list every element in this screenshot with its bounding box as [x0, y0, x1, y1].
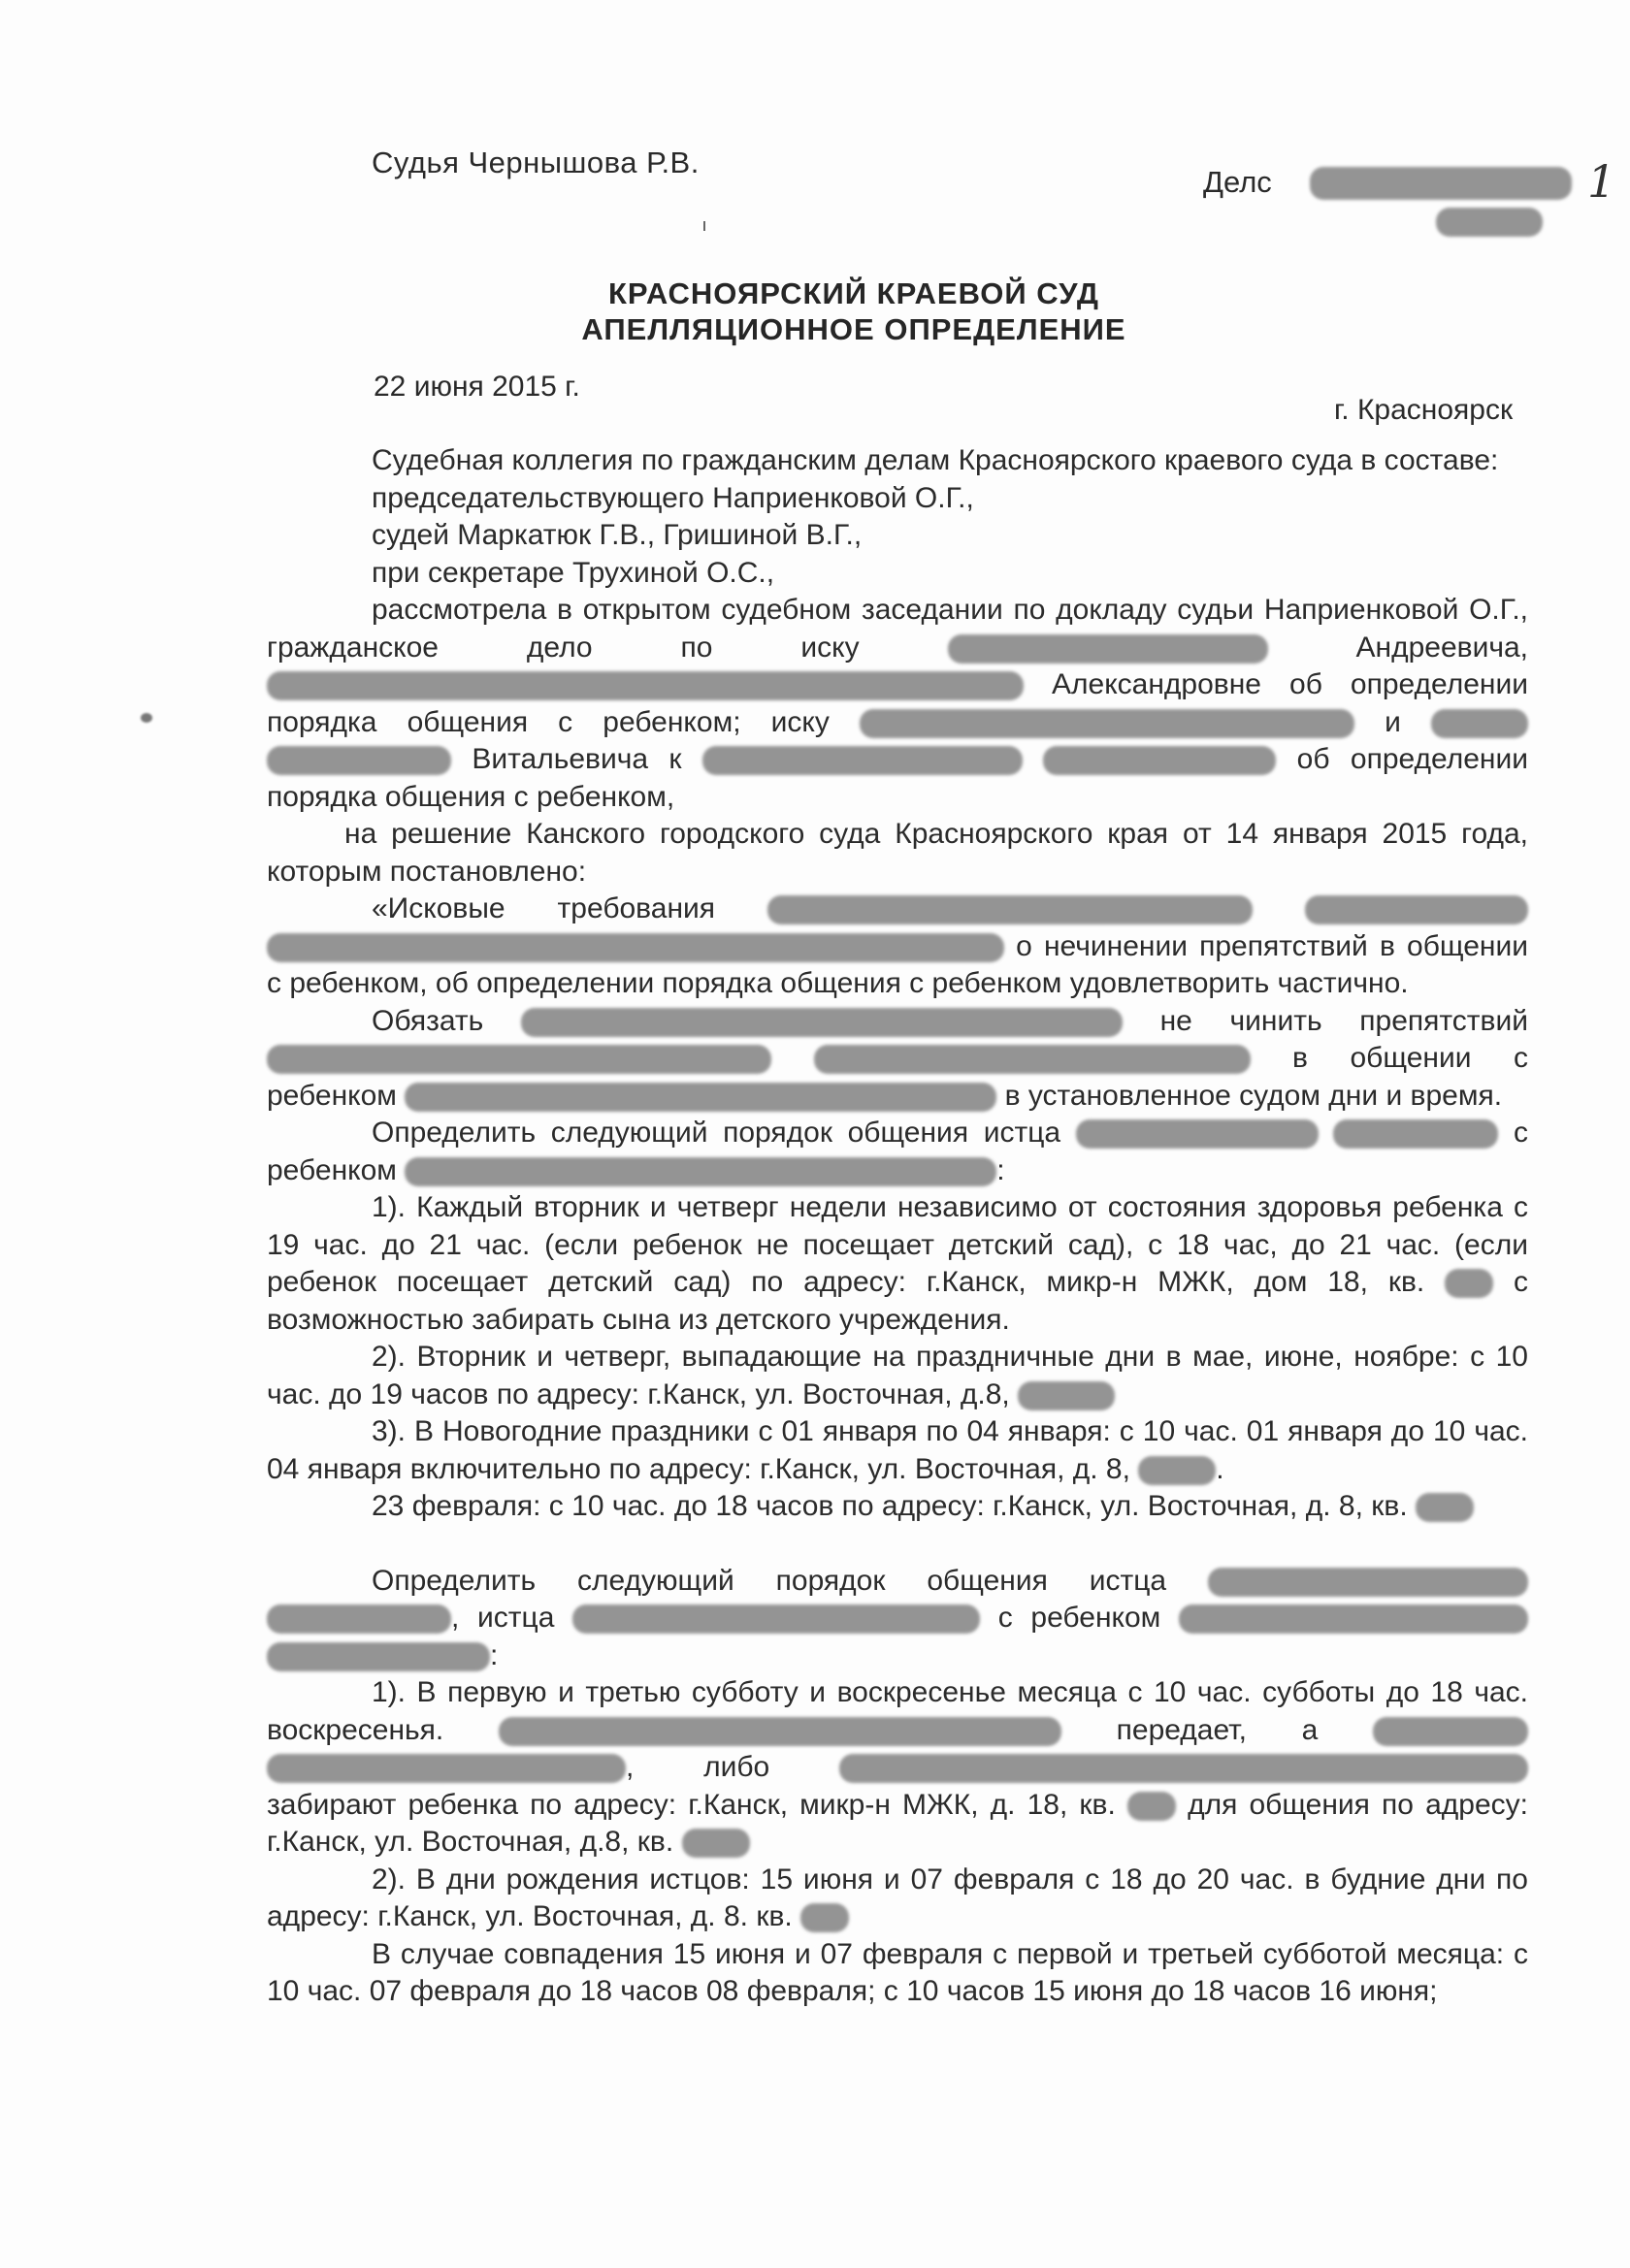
redacted-apartment	[682, 1829, 750, 1858]
redacted-name	[267, 1642, 490, 1671]
paragraph-coincidence: В случае совпадения 15 июня и 07 февраля с первой и третьей субботой месяца: с 10 час. 07 февраля до 18 часов 08 февраля; с 10 часов 15 июня до 18 часов 16 июня;	[267, 1937, 1528, 2007]
paragraph-appeal: на решение Канского городского суда Красноярского края от 14 января 2015 года, которым постановлено:	[267, 818, 1528, 888]
paragraph-judges: судей Маркатюк Г.В., Гришиной В.Г.,	[372, 519, 863, 551]
paragraph-item-2: 2). Вторник и четверг, выпадающие на праздничные дни в мае, июне, ноябре: с 10 час. до 19 часов по адресу: г.Канск, ул. Восточная, д.8,	[267, 1341, 1528, 1410]
redacted-name	[267, 1604, 451, 1634]
document-body	[267, 442, 1528, 2011]
redacted-apartment	[1138, 1456, 1216, 1485]
document-city: г. Красноярск	[1334, 394, 1514, 426]
redacted-name	[1208, 1568, 1528, 1597]
paragraph-claims: «Исковые требования о нечинении препятствий в общении с ребенком, об определении порядка общения с ребенком удовлетворить частично.	[267, 892, 1529, 999]
document-type: АПЕЛЛЯЦИОННОЕ ОПРЕДЕЛЕНИЕ	[581, 312, 1126, 346]
paragraph-oblige: Обязать не чинить препятствий в общении с ребенком в установленное судом дни и время.	[267, 1004, 1528, 1112]
paragraph-panel: Судебная коллегия по гражданским делам Красноярского краевого суда в составе:	[372, 444, 1499, 476]
redacted-name	[267, 1754, 626, 1783]
judge-name: Судья Чернышова Р.В.	[372, 146, 700, 179]
redacted-case-number	[1310, 167, 1572, 200]
redacted-name	[1431, 709, 1528, 738]
redacted-name	[267, 671, 1024, 700]
redacted-name	[1043, 746, 1276, 775]
redacted-name	[767, 895, 1253, 924]
paragraph-secretary: при секретаре Трухиной О.С.,	[372, 556, 775, 589]
paragraph-chair: председательствующего Наприенковой О.Г.,	[372, 481, 974, 514]
document-date: 22 июня 2015 г.	[374, 371, 580, 403]
redacted-name	[267, 746, 451, 775]
court-name: КРАСНОЯРСКИЙ КРАЕВОЙ СУД	[608, 276, 1099, 310]
redacted-name	[1076, 1119, 1319, 1149]
page-number: 1	[1587, 155, 1616, 208]
redacted-name	[499, 1717, 1061, 1746]
redacted-name	[839, 1754, 1528, 1783]
redacted-name	[405, 1083, 996, 1112]
redacted-apartment	[1416, 1493, 1474, 1522]
redacted-name	[860, 709, 1354, 738]
paragraph-considered: рассмотрела в открытом судебном заседании по докладу судьи Наприенковой О.Г., гражданское дело по иску Андреевича, Александровне об определении порядка общения с ребенком; иску и Витальевича к об определении порядка общения с ребенком,	[267, 594, 1529, 813]
paragraph-item-birthdays: 2). В дни рождения истцов: 15 июня и 07 февраля с 18 до 20 час. в будние дни по адресу: г.Канск, ул. Восточная, д. 8. кв.	[267, 1863, 1528, 1932]
redacted-case-number-2	[1436, 208, 1543, 237]
redacted-name	[1305, 895, 1528, 924]
redacted-name	[267, 933, 1004, 962]
redacted-name	[814, 1045, 1251, 1074]
paragraph-feb23: 23 февраля: с 10 час. до 18 часов по адресу: г.Канск, ул. Восточная, д. 8, кв.	[267, 1488, 1528, 1526]
redacted-name	[267, 1045, 771, 1074]
redacted-apartment	[800, 1903, 849, 1932]
redacted-apartment	[1127, 1792, 1176, 1821]
paragraph-item-weekend: 1). В первую и третью субботу и воскресенье месяца с 10 час. субботы до 18 час. воскресенья. передает, а , либо забирают ребенка по адресу: г.Канск, микр-н МЖК, д. 18, кв. для общения по адресу: г.Канск, ул. Восточная, д.8, кв.	[267, 1676, 1528, 1858]
redacted-name	[405, 1157, 996, 1186]
redacted-name	[572, 1604, 980, 1634]
paragraph-order-2: Определить следующий порядок общения истца , истца с ребенком :	[267, 1563, 1528, 1675]
paragraph-order-1: Определить следующий порядок общения истца с ребенком :	[267, 1117, 1528, 1186]
case-label: Делс	[1203, 165, 1272, 199]
redacted-name	[1179, 1604, 1528, 1634]
redacted-name	[948, 634, 1268, 664]
redacted-name	[702, 746, 1023, 775]
paragraph-item-3: 3). В Новогодние праздники с 01 января по 04 января: с 10 час. 01 января до 10 час. 04 января включительно по адресу: г.Канск, ул. Восточная, д. 8, .	[267, 1415, 1528, 1485]
center-mark	[703, 221, 705, 231]
redacted-name	[1373, 1717, 1528, 1746]
scan-smudge	[141, 713, 152, 723]
redacted-name	[1333, 1119, 1498, 1149]
redacted-apartment	[1445, 1269, 1493, 1298]
redacted-name	[521, 1008, 1123, 1037]
paragraph-item-1: 1). Каждый вторник и четверг недели независимо от состояния здоровья ребенка с 19 час. до 21 час. (если ребенок не посещает детский сад), с 18 час, до 21 час. (если ребенок посещает детский сад) по адресу: г.Канск, микр-н МЖК, дом 18, кв. с возможностью забирать сына из детского учреждения.	[267, 1191, 1529, 1336]
redacted-apartment	[1018, 1381, 1115, 1410]
